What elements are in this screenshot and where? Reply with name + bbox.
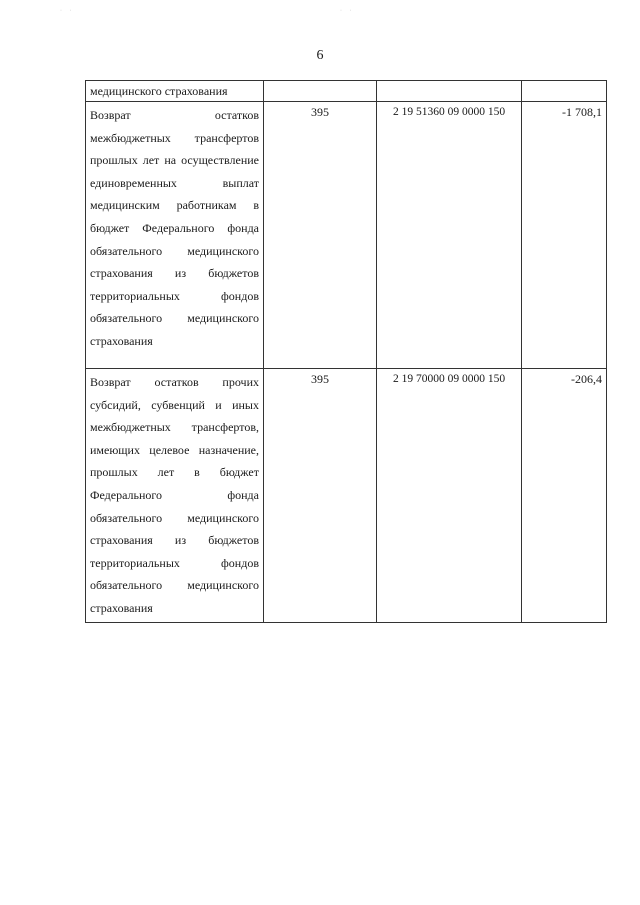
budget-table [85,80,607,623]
row-admin-code: 395 [264,102,377,369]
row-admin-code: 395 [264,369,377,623]
page-number: 6 [316,48,324,63]
row-amount: -206,4 [522,369,607,623]
row-kbk: 2 19 70000 09 0000 150 [377,369,522,623]
row-name: медицинского страхования [86,81,264,102]
row-admin-code [264,81,377,102]
row-name: Возврат остатков межбюджетных трансфертов прошлых лет на осуществление единовременных выплат медицинским работникам в бюджет Федерального фонда обязательного медицинского страхования из бюджетов территориальных фондов обязательного медицинского страхования [86,102,264,369]
table-row [86,102,607,369]
table-row [86,369,607,623]
row-amount: -1 708,1 [522,102,607,369]
row-kbk: 2 19 51360 09 0000 150 [377,102,522,369]
row-amount [522,81,607,102]
row-kbk [377,81,522,102]
scan-artifact: · · [60,8,75,14]
table-row-continuation [86,81,607,102]
row-name: Возврат остатков прочих субсидий, субвенций и иных межбюджетных трансфертов, имеющих целевое назначение, прошлых лет в бюджет Федерального фонда обязательного медицинского страхования из бюджетов территориальных фондов обязательного медицинского страхования [86,369,264,623]
scan-artifact: · · [340,8,355,14]
